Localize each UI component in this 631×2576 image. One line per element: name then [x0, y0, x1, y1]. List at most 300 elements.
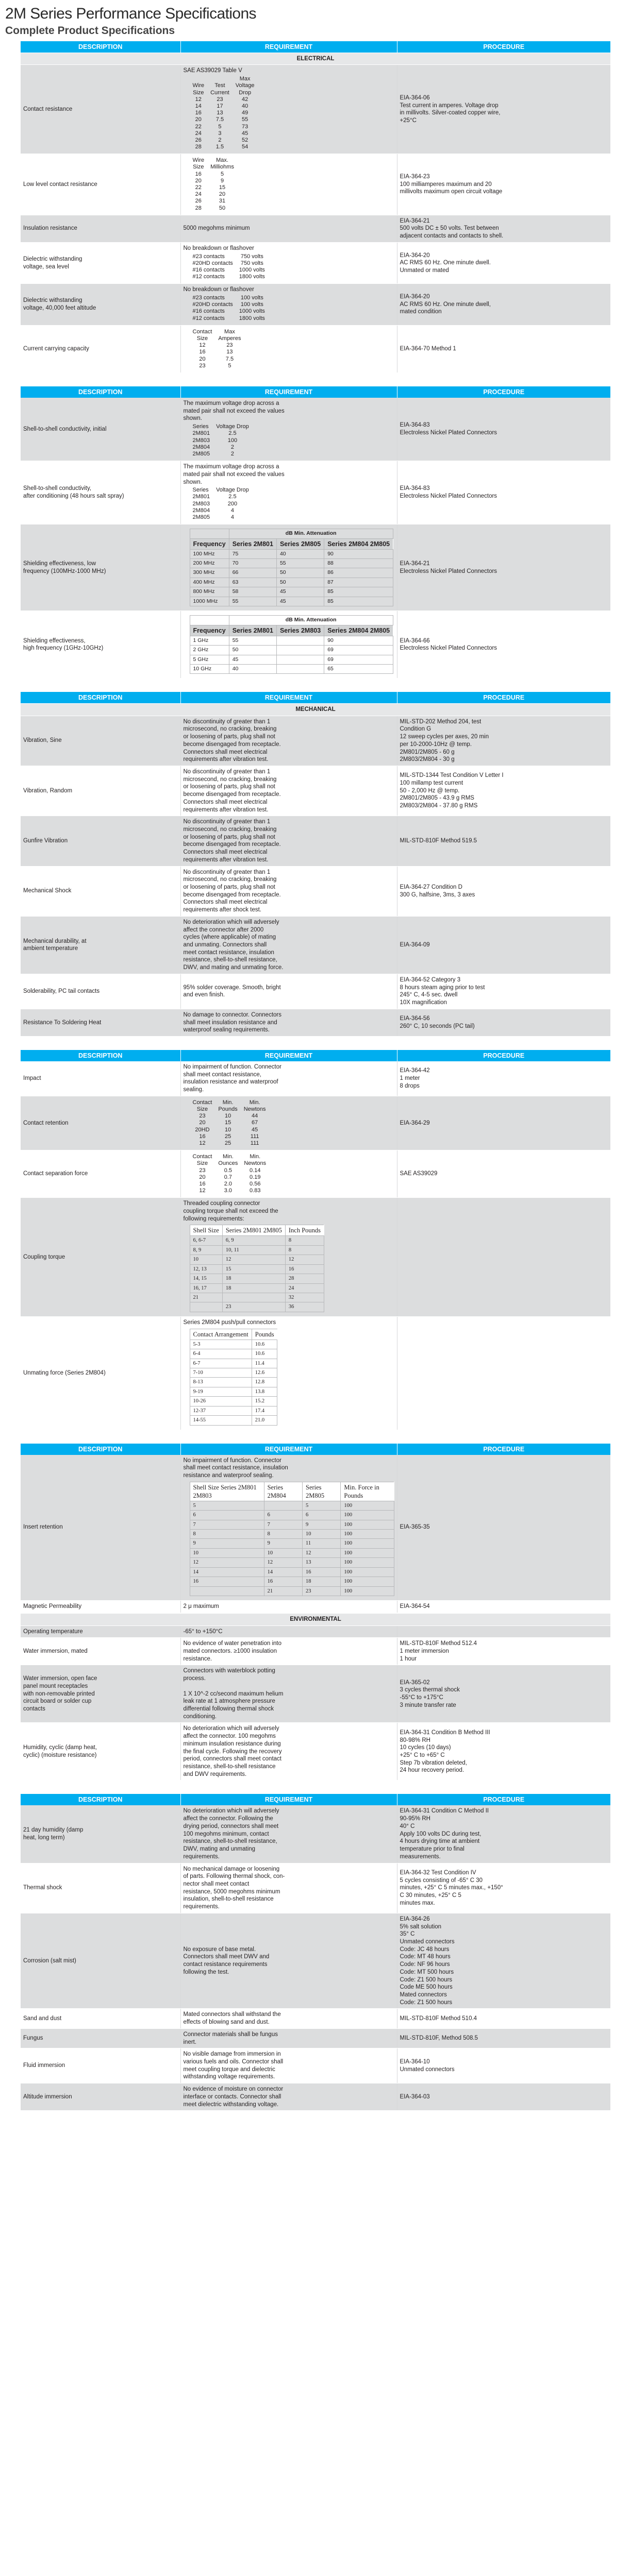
- description-line: Shell-to-shell conductivity, initial: [23, 426, 107, 432]
- column-header-line: Series: [192, 423, 209, 430]
- procedure-line: EIA-364-54: [400, 1603, 430, 1610]
- value-table-head: [190, 423, 252, 430]
- value-cell: 20HD: [190, 1127, 215, 1133]
- column-header: Series 2M804 2M805: [324, 538, 393, 549]
- description-line: panel mount receptacles: [23, 1683, 88, 1689]
- procedure-line: 12 sweep cycles per axes, 20 min: [400, 734, 489, 740]
- value-cell: 16: [190, 349, 215, 355]
- column-header: [190, 487, 213, 494]
- value-cell: 14: [190, 1567, 264, 1577]
- spec-row: [21, 325, 610, 372]
- value-cell: [264, 1501, 302, 1510]
- value-cell: 7.5: [207, 116, 233, 123]
- value-cell: 14, 15: [190, 1274, 222, 1283]
- section-gap: [0, 1430, 631, 1444]
- attenuation-table: [190, 615, 393, 674]
- requirement-line: shown.: [183, 479, 202, 485]
- spec-row: [21, 1009, 610, 1036]
- table-header-row: [21, 1444, 610, 1455]
- value-cell: 200: [213, 501, 252, 507]
- requirement-line: shall meet contact resistance,: [183, 1071, 261, 1078]
- spec-row: [21, 1455, 610, 1601]
- value-cell: 17.4: [252, 1406, 277, 1415]
- value-cell: 9: [303, 1520, 341, 1529]
- value-cell: 750 volts: [236, 253, 268, 260]
- value-cell: 111: [241, 1140, 269, 1147]
- value-cell: 2M804: [190, 444, 213, 451]
- description-line: Contact separation force: [23, 1171, 88, 1177]
- procedure-cell: [397, 2009, 610, 2028]
- value-cell: 28: [285, 1274, 324, 1283]
- procedure-line: 10 cycles (10 days): [400, 1744, 451, 1751]
- procedure-line: EIA-364-52 Category 3: [400, 976, 461, 983]
- requirement-line: requirements after vibration test.: [183, 806, 269, 813]
- value-row: [190, 267, 268, 274]
- value-table: [190, 329, 244, 369]
- value-cell: [190, 1586, 264, 1596]
- value-row: [190, 444, 252, 451]
- value-cell: 6: [190, 1511, 264, 1520]
- requirement-line: sealing.: [183, 1087, 204, 1093]
- requirement-line: No discontinuity of greater than 1: [183, 869, 271, 875]
- description-cell: [21, 524, 180, 611]
- table-header-row: [21, 386, 610, 398]
- procedure-line: Code: NF 96 hours: [400, 1961, 450, 1968]
- value-row: [190, 253, 268, 260]
- column-header: Series 2M801 2M805: [222, 1225, 285, 1236]
- spec-row: [21, 1805, 610, 1863]
- value-cell: 88: [324, 559, 393, 568]
- description-cell: [21, 1096, 180, 1150]
- requirement-line: Connectors shall meet electrical: [183, 849, 268, 856]
- column-header-line: Size: [196, 335, 208, 342]
- section-gap: [0, 1781, 631, 1794]
- column-header-line: Current: [210, 89, 229, 96]
- procedure-line: 245° C, 4-5 sec. dwell: [400, 992, 458, 998]
- grid-table: [190, 1225, 324, 1312]
- spec-row: [21, 816, 610, 866]
- description-cell: [21, 2009, 180, 2028]
- value-row: [190, 1188, 270, 1194]
- column-header: [190, 1154, 215, 1167]
- value-row: [190, 137, 258, 144]
- requirement-line: contact resistance requirements: [183, 1961, 268, 1968]
- procedure-line: 8 drops: [400, 1082, 420, 1089]
- value-cell: 10, 11: [222, 1245, 285, 1255]
- requirement-line: requirements after shock test.: [183, 907, 261, 913]
- grid-row: [190, 1397, 277, 1406]
- value-cell: 13.8: [252, 1387, 277, 1396]
- column-header-line: Min.: [249, 1099, 260, 1106]
- header-requirement: REQUIREMENT: [180, 1794, 397, 1805]
- procedure-line: EIA-364-21: [400, 560, 430, 567]
- grid-row: [190, 1558, 394, 1567]
- column-header: [241, 1099, 269, 1113]
- procedure-cell: [397, 215, 610, 242]
- column-header-line: Test: [214, 82, 225, 89]
- grid-row: [190, 1264, 324, 1274]
- procedure-line: EIA-364-29: [400, 1120, 430, 1126]
- value-cell: 69: [324, 646, 393, 655]
- procedure-cell: [397, 2048, 610, 2083]
- grid-table: [190, 1482, 394, 1596]
- column-header: [215, 1099, 240, 1113]
- value-cell: 24: [190, 130, 208, 137]
- value-cell: 50: [276, 578, 324, 587]
- value-cell: 15: [215, 1120, 240, 1126]
- value-cell: 1000 volts: [236, 267, 268, 274]
- description-line: Dielectric withstanding: [23, 256, 82, 262]
- grid-head: [190, 1329, 277, 1340]
- value-cell: 8: [190, 1530, 264, 1539]
- value-cell: 8-13: [190, 1378, 252, 1387]
- procedure-cell: [397, 1665, 610, 1723]
- grid-row: [190, 1577, 394, 1586]
- column-header: [190, 76, 208, 96]
- section-title-row: [21, 53, 610, 65]
- procedure-line: +25° C to +65° C: [400, 1752, 445, 1758]
- value-cell: 52: [233, 137, 258, 144]
- procedure-line: Condition G: [400, 726, 431, 733]
- procedure-line: EIA-364-42: [400, 1067, 430, 1074]
- spec-row: [21, 866, 610, 916]
- value-cell: [190, 1302, 222, 1312]
- description-cell: [21, 1601, 180, 1613]
- description-cell: [21, 1625, 180, 1638]
- requirement-cell: [180, 2048, 397, 2083]
- requirement-cell: [180, 1150, 397, 1198]
- requirement-line: Connectors shall meet electrical: [183, 899, 268, 906]
- table-header-row: [21, 41, 610, 53]
- procedure-line: Electroless Nickel Plated Connectors: [400, 430, 497, 436]
- spec-row: [21, 1198, 610, 1317]
- value-cell: 100: [341, 1520, 394, 1529]
- procedure-line: Unmated or mated: [400, 267, 449, 274]
- value-cell: 8: [285, 1236, 324, 1245]
- value-cell: 26: [190, 198, 208, 205]
- procedure-line: Code: MT 500 hours: [400, 1969, 454, 1975]
- procedure-line: 2M803/2M804 - 37.80 g RMS: [400, 803, 478, 809]
- requirement-cell: [180, 611, 397, 679]
- description-line: high frequency (1GHz-10GHz): [23, 645, 104, 652]
- procedure-line: +25°C: [400, 117, 417, 124]
- value-cell: 86: [324, 568, 393, 578]
- grid-row: [190, 1359, 277, 1368]
- description-line: Water immersion, mated: [23, 1648, 88, 1654]
- value-cell: 14-55: [190, 1416, 252, 1425]
- requirement-line: No discontinuity of greater than 1: [183, 819, 271, 825]
- requirement-line: nector shall meet contact: [183, 1880, 250, 1887]
- value-cell: 5: [215, 363, 244, 369]
- value-cell: 2: [213, 451, 252, 457]
- value-cell: #23 contacts: [190, 295, 236, 301]
- description-line: Current carrying capacity: [23, 346, 89, 352]
- spec-row: [21, 398, 610, 461]
- description-line: Shell-to-shell conductivity,: [23, 485, 92, 492]
- requirement-cell: [180, 1638, 397, 1665]
- value-cell: 2.5: [213, 430, 252, 437]
- procedure-line: 1 meter immersion: [400, 1648, 449, 1654]
- requirement-line: microsecond, no cracking, breaking: [183, 776, 277, 783]
- value-row: [190, 178, 237, 184]
- value-cell: 49: [233, 110, 258, 116]
- value-cell: 26: [190, 137, 208, 144]
- column-header-line: Voltage Drop: [216, 487, 249, 494]
- value-cell: 50: [207, 205, 237, 212]
- description-cell: [21, 1723, 180, 1781]
- value-row: [190, 437, 252, 444]
- requirement-line: mated pair shall not exceed the values: [183, 408, 285, 414]
- value-cell: 100: [341, 1539, 394, 1548]
- description-cell: [21, 1009, 180, 1036]
- grid-row: [190, 1586, 394, 1596]
- value-cell: 16: [190, 1181, 215, 1188]
- spec-row: [21, 1625, 610, 1638]
- value-cell: 20: [190, 1174, 215, 1181]
- description-line: Thermal shock: [23, 1885, 62, 1891]
- value-table: [190, 1099, 269, 1147]
- procedure-line: EIA-364-83: [400, 485, 430, 492]
- value-cell: [276, 655, 324, 664]
- requirement-line: meet dielectric withstanding voltage.: [183, 2101, 279, 2108]
- value-cell: 5 GHz: [190, 655, 229, 664]
- requirement-line: shall meet insulation resistance and: [183, 1019, 277, 1026]
- requirement-line: -65° to +150°C: [183, 1628, 223, 1635]
- value-cell: 2M803: [190, 437, 213, 444]
- value-cell: 20: [190, 116, 208, 123]
- value-cell: 45: [276, 587, 324, 597]
- requirement-line: meet coupling torque and dielectric: [183, 2066, 275, 2073]
- section-gap: [0, 373, 631, 386]
- description-line: Unmating force (Series 2M804): [23, 1369, 106, 1376]
- value-cell: #23 contacts: [190, 253, 236, 260]
- column-header: Pounds: [252, 1329, 277, 1340]
- procedure-line: temperature prior to final: [400, 1846, 464, 1853]
- section-title: ELECTRICAL: [21, 53, 610, 65]
- value-cell: 2M804: [190, 507, 213, 514]
- section-title: MECHANICAL: [21, 703, 610, 716]
- value-cell: 16: [303, 1567, 341, 1577]
- requirement-line: minimum insulation resistance during: [183, 1740, 281, 1747]
- procedure-cell: [397, 1638, 610, 1665]
- value-cell: 40: [233, 103, 258, 110]
- procedure-line: EIA-364-26: [400, 1916, 430, 1922]
- description-line: Low level contact resistance: [23, 181, 97, 188]
- attenuation-table: [190, 529, 393, 606]
- requirement-cell: [180, 1009, 397, 1036]
- attenuation-title: dB Min. Attenuation: [229, 529, 393, 538]
- value-row: [190, 1127, 269, 1133]
- column-header: Min. Force in Pounds: [341, 1482, 394, 1501]
- value-cell: 28: [190, 205, 208, 212]
- grid-row: [190, 1567, 394, 1577]
- column-header: Series 2M804 2M805: [324, 625, 393, 636]
- section-title-row: [21, 1613, 610, 1625]
- value-cell: 58: [229, 587, 276, 597]
- procedure-line: EIA-364-20: [400, 294, 430, 300]
- grid-row: [190, 1302, 324, 1312]
- value-cell: 16: [190, 1133, 215, 1140]
- requirement-line: following requirements:: [183, 1215, 244, 1222]
- requirement-line: effects of blowing sand and dust.: [183, 2019, 270, 2026]
- description-cell: [21, 2028, 180, 2048]
- requirement-cell: [180, 524, 397, 611]
- value-cell: 9: [264, 1539, 302, 1548]
- requirement-cell: [180, 154, 397, 215]
- requirement-line: become disengaged from receptacle.: [183, 891, 281, 898]
- description-line: voltage, sea level: [23, 263, 69, 270]
- description-line: Shielding effectiveness, low: [23, 560, 96, 567]
- procedure-line: EIA-364-31 Condition C Method II: [400, 1808, 489, 1815]
- value-cell: 5: [207, 171, 237, 178]
- spec-row: [21, 974, 610, 1009]
- value-cell: 800 MHz: [190, 587, 229, 597]
- value-row: [190, 198, 237, 205]
- value-row: [190, 295, 268, 301]
- value-row: [190, 342, 244, 349]
- value-cell: 400 MHz: [190, 578, 229, 587]
- value-cell: 2M805: [190, 514, 213, 521]
- requirement-cell: [180, 65, 397, 154]
- requirement-line: or loosening of parts, plug shall not: [183, 834, 275, 840]
- column-header-line: Series: [192, 487, 209, 494]
- value-cell: 2 GHz: [190, 646, 229, 655]
- value-cell: 25: [215, 1133, 240, 1140]
- requirement-line: Threaded coupling connector: [183, 1200, 260, 1207]
- value-cell: 13: [303, 1558, 341, 1567]
- value-cell: 20: [190, 178, 208, 184]
- column-header: Contact Arrangement: [190, 1329, 252, 1340]
- procedure-cell: [397, 1455, 610, 1601]
- procedure-cell: [397, 461, 610, 524]
- requirement-line: 95% solder coverage. Smooth, bright: [183, 984, 281, 991]
- requirement-intro: [184, 67, 394, 75]
- value-cell: 7: [190, 1520, 264, 1529]
- column-header-line: Size: [193, 89, 204, 96]
- value-row: [190, 110, 258, 116]
- requirement-line: No breakdown or flashover: [183, 245, 254, 251]
- description-cell: [21, 1061, 180, 1096]
- description-line: heat, long term): [23, 1835, 65, 1841]
- value-cell: 45: [233, 130, 258, 137]
- value-cell: 12: [285, 1255, 324, 1264]
- value-table-head: [190, 76, 258, 96]
- procedure-line: 300 G, halfsine, 3ms, 3 axes: [400, 891, 475, 898]
- value-row: [190, 191, 237, 198]
- procedure-line: 8 hours steam aging prior to test: [400, 984, 485, 991]
- value-row: [190, 1167, 270, 1174]
- value-cell: [222, 1293, 285, 1302]
- procedure-cell: [397, 1198, 610, 1317]
- attenuation-row: [190, 549, 393, 558]
- value-cell: 10: [303, 1530, 341, 1539]
- procedure-line: C 30 minutes, +25° C 5: [400, 1892, 461, 1899]
- value-cell: 11.4: [252, 1359, 277, 1368]
- value-cell: 23: [207, 96, 233, 103]
- requirement-line: No impairment of function. Connector: [183, 1063, 281, 1070]
- requirement-line: No deterioration which will adversely: [183, 919, 279, 925]
- grid-row: [190, 1349, 277, 1359]
- value-cell: 10.6: [252, 1349, 277, 1359]
- procedure-line: Code ME 500 hours: [400, 1984, 453, 1991]
- requirement-cell: [180, 1665, 397, 1723]
- value-cell: 12: [190, 342, 215, 349]
- procedure-line: EIA-364-06: [400, 94, 430, 101]
- attenuation-title: dB Min. Attenuation: [229, 616, 393, 625]
- column-header-line: Contact: [192, 1154, 212, 1160]
- value-cell: 12, 13: [190, 1264, 222, 1274]
- spec-row: [21, 716, 610, 766]
- spec-row: [21, 524, 610, 611]
- procedure-line: 40° C: [400, 1823, 415, 1829]
- value-row: [190, 124, 258, 130]
- requirement-line: cycles (where applicable) of mating: [183, 934, 276, 941]
- value-cell: 44: [241, 1113, 269, 1120]
- procedure-line: 100 millamp test current: [400, 780, 463, 787]
- spec-row: [21, 916, 610, 974]
- value-table: [190, 295, 268, 322]
- procedure-cell: [397, 1061, 610, 1096]
- value-cell: #12 contacts: [190, 274, 236, 280]
- attenuation-row: [190, 559, 393, 568]
- requirement-line: resistance, shell-to-shell resistance,: [183, 957, 277, 963]
- requirement-cell: [180, 716, 397, 766]
- attenuation-super-header: [190, 529, 393, 538]
- requirement-line: affect the connector. Following the: [183, 1816, 273, 1822]
- value-cell: 6-7: [190, 1359, 252, 1368]
- column-header: Series 2M804: [264, 1482, 302, 1501]
- attenuation-row: [190, 636, 393, 645]
- column-header-line: Min.: [222, 1099, 234, 1106]
- column-header: Inch Pounds: [285, 1225, 324, 1236]
- value-cell: 25: [215, 1140, 240, 1147]
- procedure-line: EIA-365-35: [400, 1524, 430, 1531]
- value-cell: 100: [341, 1511, 394, 1520]
- value-cell: 9: [190, 1539, 264, 1548]
- value-cell: 73: [233, 124, 258, 130]
- requirement-line: affect the connector after 2000: [183, 926, 264, 933]
- table-header-row: [21, 692, 610, 703]
- value-row: [190, 144, 258, 150]
- column-header-line: Pounds: [218, 1106, 238, 1113]
- procedure-cell: [397, 1625, 610, 1638]
- value-cell: 90: [324, 636, 393, 645]
- procedure-cell: [397, 2028, 610, 2048]
- attenuation-row: [190, 568, 393, 578]
- value-row: [190, 308, 268, 315]
- description-line: Insulation resistance: [23, 225, 77, 232]
- description-line: Magnetic Permeability: [23, 1603, 82, 1610]
- value-cell: 7-10: [190, 1368, 252, 1377]
- column-header-line: Contact: [192, 1099, 212, 1106]
- value-cell: #20HD contacts: [190, 260, 236, 267]
- requirement-line: or loosening of parts, plug shall not: [183, 734, 275, 740]
- attenuation-row: [190, 664, 393, 673]
- requirement-line: mated pair shall not exceed the values: [183, 471, 285, 478]
- column-header-line: Voltage: [235, 82, 255, 89]
- header-description: DESCRIPTION: [21, 41, 180, 53]
- value-cell: 12.8: [252, 1378, 277, 1387]
- description-line: Solderability, PC tail contacts: [23, 988, 100, 994]
- requirement-line: SAE AS39029 Table V: [183, 67, 242, 74]
- value-cell: 12: [190, 1188, 215, 1194]
- description-line: Mechanical durability, at: [23, 938, 87, 944]
- grid-row: [190, 1520, 394, 1529]
- value-cell: [276, 646, 324, 655]
- value-cell: 16: [285, 1264, 324, 1274]
- column-header: [213, 487, 252, 494]
- requirement-line: or loosening of parts, plug shall not: [183, 884, 275, 891]
